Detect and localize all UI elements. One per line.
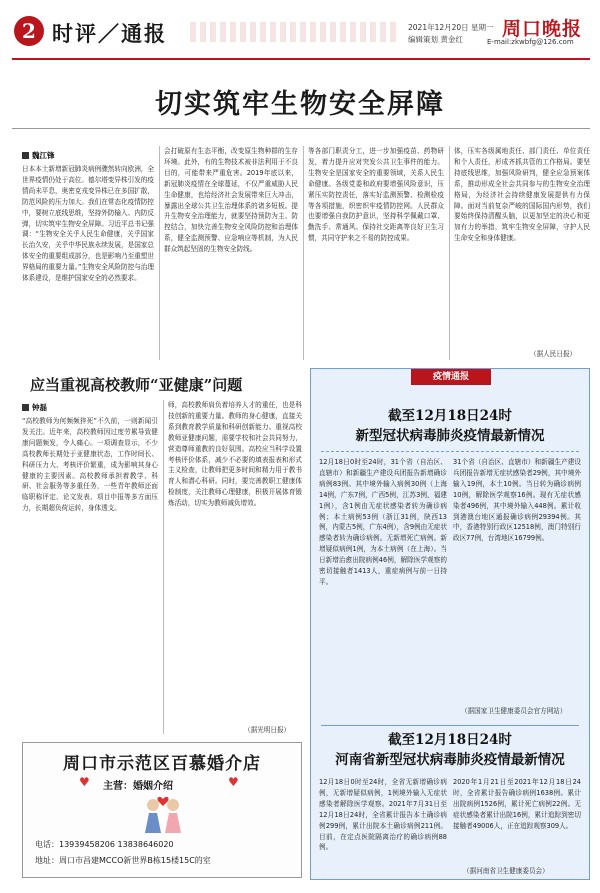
epidemic-report-box bbox=[310, 368, 590, 880]
headline-divider bbox=[12, 128, 590, 129]
henan-source: （据河南省卫生健康委员会） bbox=[463, 867, 549, 875]
page-header bbox=[12, 6, 590, 60]
editor-credit: 编辑策划 黄金红 bbox=[408, 35, 463, 44]
contact-email: E-mail:zkwbfg@126.com bbox=[487, 38, 574, 46]
main-headline: 切实筑牢生物安全屏障 bbox=[155, 89, 445, 120]
article1-byline: 魏江锋 bbox=[22, 150, 55, 161]
section-divider bbox=[321, 725, 579, 726]
epidemic-tag: 疫情通报 bbox=[411, 369, 491, 385]
national-title-line-2: 新型冠状病毒肺炎疫情最新情况 bbox=[355, 428, 545, 444]
article2-headline: 应当重视高校教师“亚健康”问题 bbox=[30, 376, 243, 394]
page-number: 2 bbox=[14, 16, 44, 46]
national-column-1: 12月18日0时至24时，31个省（自治区、直辖市）和新疆生产建设兵团报告新增确诊病例83例。其中境外输入病例30例（上海14例，广东7例，广西5例，江苏3例，福建1例），含1例由无症状感染者转为确诊病例；本土病例53例（浙江31例，陕西13例，内蒙古5例，广东4例），含9例由无症状感染者转为确诊病例。无新增死亡病例。新增疑似病例1例，为本土病例（在上海）。当日新增治愈出院病例46例，解除医学观察的密切接触者1413人，重症病例与前一日持平。 bbox=[319, 458, 447, 586]
article1-column-4: 体，压实各级属地责任、部门责任、单位责任和个人责任，形成齐抓共管的工作格局。要坚持底线思维，加强风险研判，健全应急预案体系，推动形成全社会共同参与的生物安全治理格局，为经济社会持续健康发展提供有力保障。面对当前复杂严峻的国际国内形势，我们要始终保持清醒头脑，以更加坚定的决心和更加有力的举措，筑牢生物安全屏障，守护人民生命安全和身体健康。 bbox=[454, 147, 590, 243]
column-divider bbox=[159, 146, 160, 360]
article1-column-3: 等各部门职责分工，进一步加强疫苗、药物研发，着力提升应对突发公共卫生事件的能力。生物安全是国家安全的重要领域，关系人民生命健康。各级党委和政府要增强风险意识，压紧压实防控责任，落实好监测预警、检测检疫等各项措施，织密织牢疫情防控网。人民群众也要增强自我防护意识，坚持科学佩戴口罩、勤洗手、常通风、保持社交距离等良好卫生习惯，共同守护来之不易的防控成果。 bbox=[308, 147, 444, 243]
header-decoration bbox=[190, 22, 400, 42]
article1-column-2: 会打破原有生态平衡，改变原生物种群的生存环境。此外，有的生物技术被非法利用于不良目的，可能带来严重危害。2019年底以来，新冠肺炎疫情在全球蔓延，不仅严重威胁人民生命健康，也给经济社会发展带来巨大冲击，暴露出全球公共卫生治理体系的诸多短板。提升生物安全治理能力，就要坚持预防为主、防控结合，加快完善生物安全风险防控和治理体系，健全监测预警、应急响应等机制，为人民群众筑起坚固的生物安全防线。 bbox=[164, 147, 298, 254]
article1-column-1: 日本本土新增新冠肺炎病例骤然转向欧洲，全世界疫情仍处于高位。德尔塔变异株引发的疫情尚未平息，奥密克戎变异株已在多国扩散，防范风险的压力加大。我们在常态化疫情防控中，要树立底线思维，坚持外防输入、内防反弹，切实筑牢生物安全屏障。习近平总书记强调：“生物安全关乎人民生命健康，关乎国家长治久安，关乎中华民族永续发展，是国家总体安全的重要组成部分，也是影响乃至重塑世界格局的重要力量。”生物安全风险防控与治理体系建设，是维护国家安全的必然要求。 bbox=[22, 165, 154, 283]
henan-column-2: 2020年1月21日至2021年12月18日24时，全省累计报告确诊病例1638例。累计出院病例1526例，累计死亡病例22例。无症状感染者累计出院16例，累计追踪到密切接触者49006人，正在追踪观察309人。 bbox=[453, 778, 581, 830]
ad-address: 地址：周口市昌建MCCO新世界B栋15楼15C的室 bbox=[35, 856, 211, 865]
ad-subtitle: 主营：婚姻介绍 bbox=[103, 781, 173, 792]
column-divider bbox=[303, 146, 304, 360]
national-source: （据国家卫生健康委员会官方网站） bbox=[461, 707, 567, 715]
henan-title-line-1: 截至12月18日24时 bbox=[388, 732, 512, 748]
ad-title: 周口市示范区百慕婚介店 bbox=[63, 754, 261, 774]
heart-icon: ♥ bbox=[79, 775, 90, 789]
national-column-2: 31个省（自治区、直辖市）和新疆生产建设兵团报告新增无症状感染者29例，其中境外输入19例，本土10例。当日转为确诊病例10例，解除医学观察16例。现有无症状感染者496例，其中境外输入448例。累计收到港澳台地区通报确诊病例29394例。其中，香港特别行政区12518例，澳门特别行政区77例，台湾地区16799例。 bbox=[453, 458, 581, 543]
article2-column-2: 师，高校教师肩负着培养人才的重任，也是科技创新的重要力量。教师的身心健康，直接关系到教育教学质量和科研创新能力。重视高校教师亚健康问题，需要学校和社会共同努力，营造尊师重教的良好氛围。高校应当科学设置考核评价体系，减少不必要的填表报表和形式主义检查，让教师把更多时间和精力用于教书育人和潜心科研。同时，要完善教职工健康体检制度，关注教师心理健康，积极开展体育锻炼活动，切实为教师减负增效。 bbox=[168, 401, 302, 508]
couple-illustration bbox=[123, 793, 203, 833]
newspaper-brand: 周口晚报 bbox=[502, 18, 583, 40]
henan-title-line-2: 河南省新型冠状病毒肺炎疫情最新情况 bbox=[335, 752, 565, 768]
heart-icon: ♥ bbox=[228, 775, 239, 789]
header-meta bbox=[408, 22, 494, 46]
article2-byline: 钟磊 bbox=[22, 402, 47, 413]
article1-source: （据人民日报） bbox=[530, 350, 577, 358]
column-divider bbox=[449, 146, 450, 360]
henan-column-1: 12月18日0时至24时，全省无新增确诊病例，无新增疑似病例，1例境外输入无症状感染者解除医学观察。2021年7月31日至12月18日24时，全省累计报告本土确诊病例299例，累计出院本土确诊病例211例。目前，在定点医院隔离治疗的确诊病例88例。 bbox=[319, 778, 447, 852]
article2-source: （据光明日报） bbox=[244, 726, 291, 734]
issue-date: 2021年12月20日 星期一 bbox=[408, 23, 494, 32]
national-title-line-1: 截至12月18日24时 bbox=[388, 408, 512, 424]
section-divider bbox=[321, 451, 579, 452]
matchmaking-ad bbox=[22, 742, 302, 878]
ad-phone: 电话：13939458206 13838646020 bbox=[35, 840, 174, 849]
column-divider bbox=[163, 400, 164, 734]
section-title: 时评／通报 bbox=[52, 21, 167, 46]
article2-column-1: “高校教师为何频频猝死”不久前，一则新闻引发关注。近年来，高校教师因过度劳累导致健康问题频发，令人痛心。一项调查显示，不少高校教师长期处于亚健康状态，工作时间长、科研压力大、考核评价繁重，成为影响其身心健康的主要因素。高校教师承担着教学、科研、社会服务等多重任务，一些青年教师还面临职称评定、论文发表、项目申报等多方面压力，长期超负荷运转，身体透支。 bbox=[22, 417, 158, 513]
